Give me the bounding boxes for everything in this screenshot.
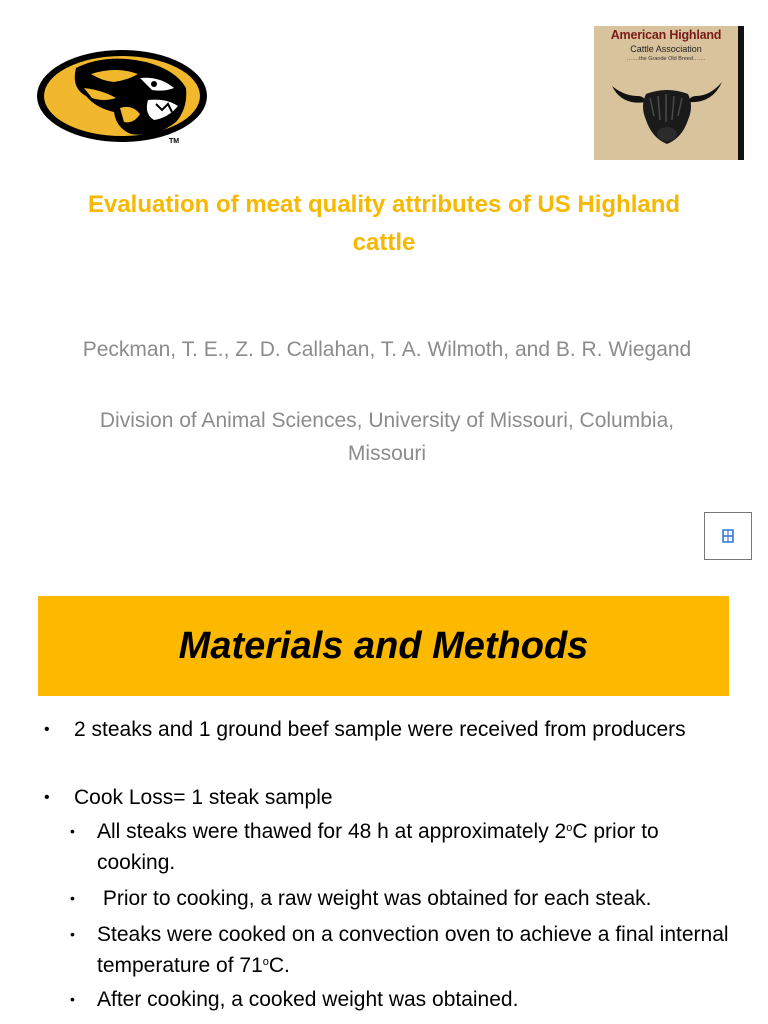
sub-bullet-marker: • <box>70 890 75 906</box>
bullet-item: 2 steaks and 1 ground beef sample were received from producers <box>74 718 686 741</box>
section-banner <box>38 596 729 696</box>
slide-title: Evaluation of meat quality attributes of US Highland cattle <box>87 191 681 256</box>
logo-tagline: …….the Grande Old Breed……. <box>626 56 706 62</box>
logo-title: American Highland <box>610 28 722 42</box>
bullet-marker: • <box>44 789 50 806</box>
sub-bullet-marker: • <box>70 926 75 942</box>
bullet-item: Cook Loss= 1 steak sample <box>74 786 333 809</box>
affiliation-line: Division of Animal Sciences, University of Missouri, Columbia, Missouri <box>99 409 675 465</box>
tiger-logo-icon <box>36 48 211 148</box>
bullet-marker: • <box>44 721 50 738</box>
sub-bullet-item: Prior to cooking, a raw weight was obtained for each steak. <box>97 887 652 910</box>
highland-association-logo <box>594 26 744 160</box>
sub-bullet-item: All steaks were thawed for 48 h at approximately 2$^o$C prior to cooking. <box>97 820 659 874</box>
sub-bullet-item: After cooking, a cooked weight was obtained. <box>97 988 519 1011</box>
sub-bullet-marker: • <box>70 991 75 1007</box>
highland-cow-icon <box>608 72 726 146</box>
logo-subtitle: Cattle Association <box>630 44 702 54</box>
slide-nav-button[interactable] <box>704 512 752 560</box>
tiger-logo <box>36 48 211 148</box>
sub-bullet-item: Steaks were cooked on a convection oven to achieve a final internal temperature of 71$^o$C. <box>97 923 729 977</box>
section-heading: Materials and Methods <box>178 624 589 667</box>
sub-bullet-marker: • <box>70 823 75 839</box>
trademark-label: TM <box>169 138 180 145</box>
slide-nav-icon <box>721 529 735 543</box>
authors-line: Peckman, T. E., Z. D. Callahan, T. A. Wilmoth, and B. R. Wiegand <box>82 338 692 361</box>
